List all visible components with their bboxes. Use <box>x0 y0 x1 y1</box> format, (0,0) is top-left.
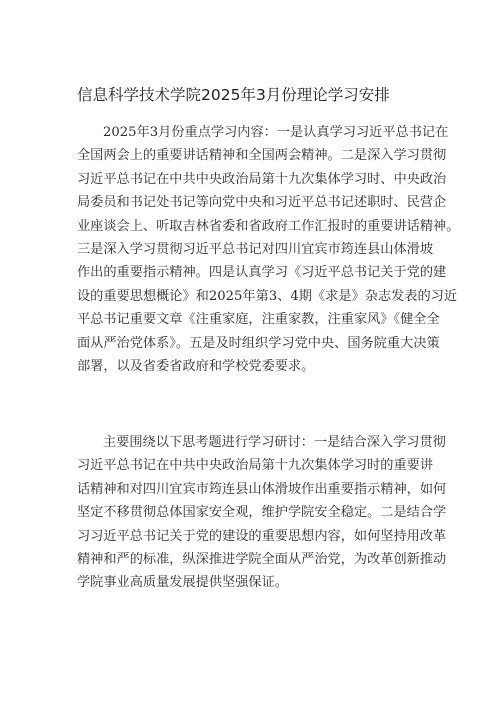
paragraph-line: 习习近平总书记关于党的建设的重要思想内容，如何坚持用改革 <box>77 528 447 544</box>
paragraph-line: 作出的重要指示精神。四是认真学习《习近平总书记关于党的建 <box>77 265 447 281</box>
paragraph-line: 精神和严的标准，纵深推进学院全面从严治党，为改革创新推动 <box>77 551 447 567</box>
paragraph-line: 主要围绕以下思考题进行学习研讨：一是结合深入学习贯彻 <box>103 435 446 450</box>
paragraph-line: 习近平总书记在中共中央政治局第十九次集体学习时、中央政治 <box>77 171 447 187</box>
paragraph-line: 设的重要思想概论》和2025年第3、4期《求是》杂志发表的习近 <box>77 288 458 304</box>
paragraph-line: 面从严治党体系》。五是及时组织学习党中央、国务院重大决策 <box>77 335 440 351</box>
paragraph-line: 习近平总书记在中共中央政治局第十九次集体学习时的重要讲 <box>77 458 434 474</box>
paragraph-line: 三是深入学习贯彻习近平总书记对四川宜宾市筠连县山体滑坡 <box>77 241 434 257</box>
paragraph-line: 坚定不移贯彻总体国家安全观，维护学院安全稳定。二是结合学 <box>77 505 447 521</box>
paragraph-line: 2025年3月份重点学习内容：一是认真学习习近平总书记在 <box>103 125 449 140</box>
paragraph-line: 平总书记重要文章《注重家庭，注重家教，注重家风》《健全全 <box>77 312 440 328</box>
paragraph-line: 业座谈会上、听取吉林省委和省政府工作汇报时的重要讲话精神。 <box>77 218 460 234</box>
paragraph-line: 学院事业高质量发展提供坚强保证。 <box>77 575 288 591</box>
paragraph-line: 话精神和对四川宜宾市筠连县山体滑坡作出重要指示精神，如何 <box>77 481 447 497</box>
document-title: 信息科学技术学院2025年3月份理论学习安排 <box>77 86 390 104</box>
paragraph-discussion-topics <box>77 431 447 595</box>
paragraph-study-content <box>77 121 460 378</box>
paragraph-line: 部署，以及省委省政府和学校党委要求。 <box>77 358 315 374</box>
paragraph-line: 全国两会上的重要讲话精神和全国两会精神。二是深入学习贯彻 <box>77 148 447 164</box>
paragraph-line: 局委员和书记处书记等向党中央和习近平总书记述职时、民营企 <box>77 195 447 211</box>
